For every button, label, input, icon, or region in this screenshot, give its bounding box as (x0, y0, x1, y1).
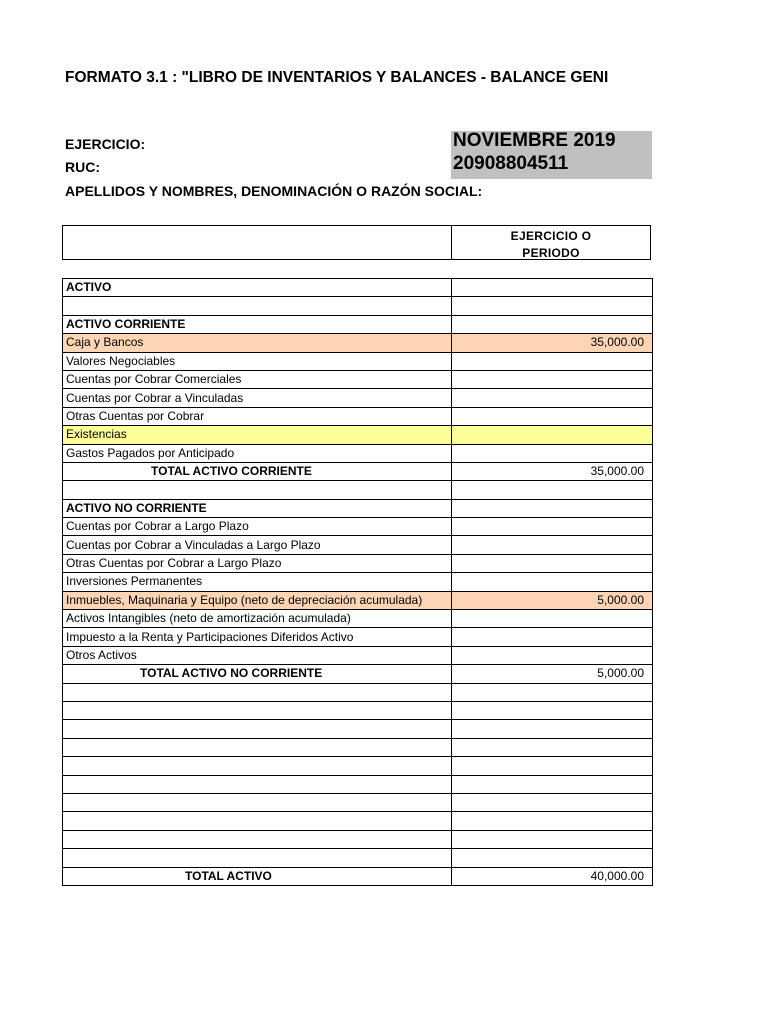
table-row (63, 573, 653, 591)
account-label-cell: Caja y Bancos (63, 334, 452, 352)
ruc-label: RUC: (65, 159, 100, 175)
amount-cell (452, 279, 653, 297)
account-label-cell (63, 793, 452, 811)
amount-cell (452, 683, 653, 701)
table-row (63, 849, 653, 867)
account-label-cell: Otras Cuentas por Cobrar a Largo Plazo (63, 554, 452, 572)
table-row (63, 370, 653, 388)
account-label-cell: TOTAL ACTIVO CORRIENTE (63, 462, 452, 480)
account-label-cell: Existencias (63, 426, 452, 444)
amount-cell (452, 389, 653, 407)
table-row (63, 775, 653, 793)
account-label-cell (63, 830, 452, 848)
amount-cell (452, 370, 653, 388)
account-label-cell: Otros Activos (63, 646, 452, 664)
table-row (63, 426, 653, 444)
amount-cell (452, 757, 653, 775)
account-label-cell (63, 701, 452, 719)
table-row (63, 738, 653, 756)
amount-cell (452, 352, 653, 370)
amount-cell (452, 646, 653, 664)
amount-cell (452, 481, 653, 499)
ruc-value: 20908804511 (453, 153, 569, 174)
account-label-cell (63, 757, 452, 775)
table-row (63, 830, 653, 848)
account-label-cell (63, 812, 452, 830)
column-header-line1: EJERCICIO O (510, 229, 592, 243)
amount-cell (452, 297, 653, 315)
account-label-cell (63, 849, 452, 867)
table-row (63, 720, 653, 738)
amount-cell: 5,000.00 (452, 665, 653, 683)
amount-cell (452, 720, 653, 738)
amount-cell (452, 628, 653, 646)
table-row (63, 610, 653, 628)
amount-cell (452, 610, 653, 628)
table-row (63, 665, 653, 683)
amount-cell (452, 793, 653, 811)
account-label-cell: ACTIVO CORRIENTE (63, 315, 452, 333)
account-label-cell: Activos Intangibles (neto de amortización acumulada) (63, 610, 452, 628)
amount-cell (452, 849, 653, 867)
account-label-cell (63, 738, 452, 756)
table-row (63, 334, 653, 352)
table-row (63, 407, 653, 425)
table-row (63, 536, 653, 554)
amount-cell (452, 701, 653, 719)
account-label-cell (63, 775, 452, 793)
balance-table-body (63, 279, 653, 886)
account-label-cell: Valores Negociables (63, 352, 452, 370)
balance-table (62, 278, 653, 886)
amount-cell (452, 554, 653, 572)
table-row (63, 701, 653, 719)
amount-cell (452, 407, 653, 425)
table-row (63, 297, 653, 315)
table-row (63, 352, 653, 370)
amount-cell: 35,000.00 (452, 462, 653, 480)
amount-cell (452, 499, 653, 517)
amount-cell (452, 536, 653, 554)
amount-cell: 5,000.00 (452, 591, 653, 609)
table-row (63, 279, 653, 297)
amount-cell (452, 775, 653, 793)
table-row (63, 757, 653, 775)
table-row (63, 793, 653, 811)
document-title: FORMATO 3.1 : "LIBRO DE INVENTARIOS Y BALANCES - BALANCE GENI (65, 69, 609, 86)
table-row (63, 554, 653, 572)
account-label-cell (63, 481, 452, 499)
table-row (63, 481, 653, 499)
ejercicio-label: EJERCICIO: (65, 136, 146, 152)
table-row (63, 683, 653, 701)
account-label-cell: Gastos Pagados por Anticipado (63, 444, 452, 462)
account-label-cell: Impuesto a la Renta y Participaciones Diferidos Activo (63, 628, 452, 646)
amount-cell (452, 812, 653, 830)
ejercicio-value: NOVIEMBRE 2019 (453, 130, 616, 151)
amount-cell (452, 315, 653, 333)
table-row (63, 462, 653, 480)
account-label-cell: Inmuebles, Maquinaria y Equipo (neto de depreciación acumulada) (63, 591, 452, 609)
table-row (63, 444, 653, 462)
amount-cell: 40,000.00 (452, 867, 653, 885)
table-row (63, 591, 653, 609)
amount-cell (452, 426, 653, 444)
account-label-cell: ACTIVO NO CORRIENTE (63, 499, 452, 517)
table-row (63, 389, 653, 407)
account-label-cell: Cuentas por Cobrar Comerciales (63, 370, 452, 388)
account-label-cell: Inversiones Permanentes (63, 573, 452, 591)
amount-cell (452, 738, 653, 756)
table-row (63, 499, 653, 517)
table-row (63, 646, 653, 664)
table-row (63, 867, 653, 885)
column-header-box (62, 225, 651, 260)
account-label-cell: TOTAL ACTIVO (63, 867, 452, 885)
account-label-cell (63, 720, 452, 738)
account-label-cell: Cuentas por Cobrar a Largo Plazo (63, 518, 452, 536)
razon-social-label: APELLIDOS Y NOMBRES, DENOMINACIÓN O RAZÓN SOCIAL: (65, 183, 483, 199)
account-label-cell: TOTAL ACTIVO NO CORRIENTE (63, 665, 452, 683)
account-label-cell: ACTIVO (63, 279, 452, 297)
amount-cell (452, 518, 653, 536)
table-row (63, 518, 653, 536)
account-label-cell: Otras Cuentas por Cobrar (63, 407, 452, 425)
amount-cell: 35,000.00 (452, 334, 653, 352)
account-label-cell (63, 297, 452, 315)
table-row (63, 315, 653, 333)
column-header-label (452, 228, 650, 262)
account-label-cell: Cuentas por Cobrar a Vinculadas a Largo Plazo (63, 536, 452, 554)
amount-cell (452, 573, 653, 591)
column-header-line2: PERIODO (522, 246, 580, 260)
amount-cell (452, 444, 653, 462)
table-row (63, 628, 653, 646)
account-label-cell: Cuentas por Cobrar a Vinculadas (63, 389, 452, 407)
account-label-cell (63, 683, 452, 701)
table-row (63, 812, 653, 830)
amount-cell (452, 830, 653, 848)
